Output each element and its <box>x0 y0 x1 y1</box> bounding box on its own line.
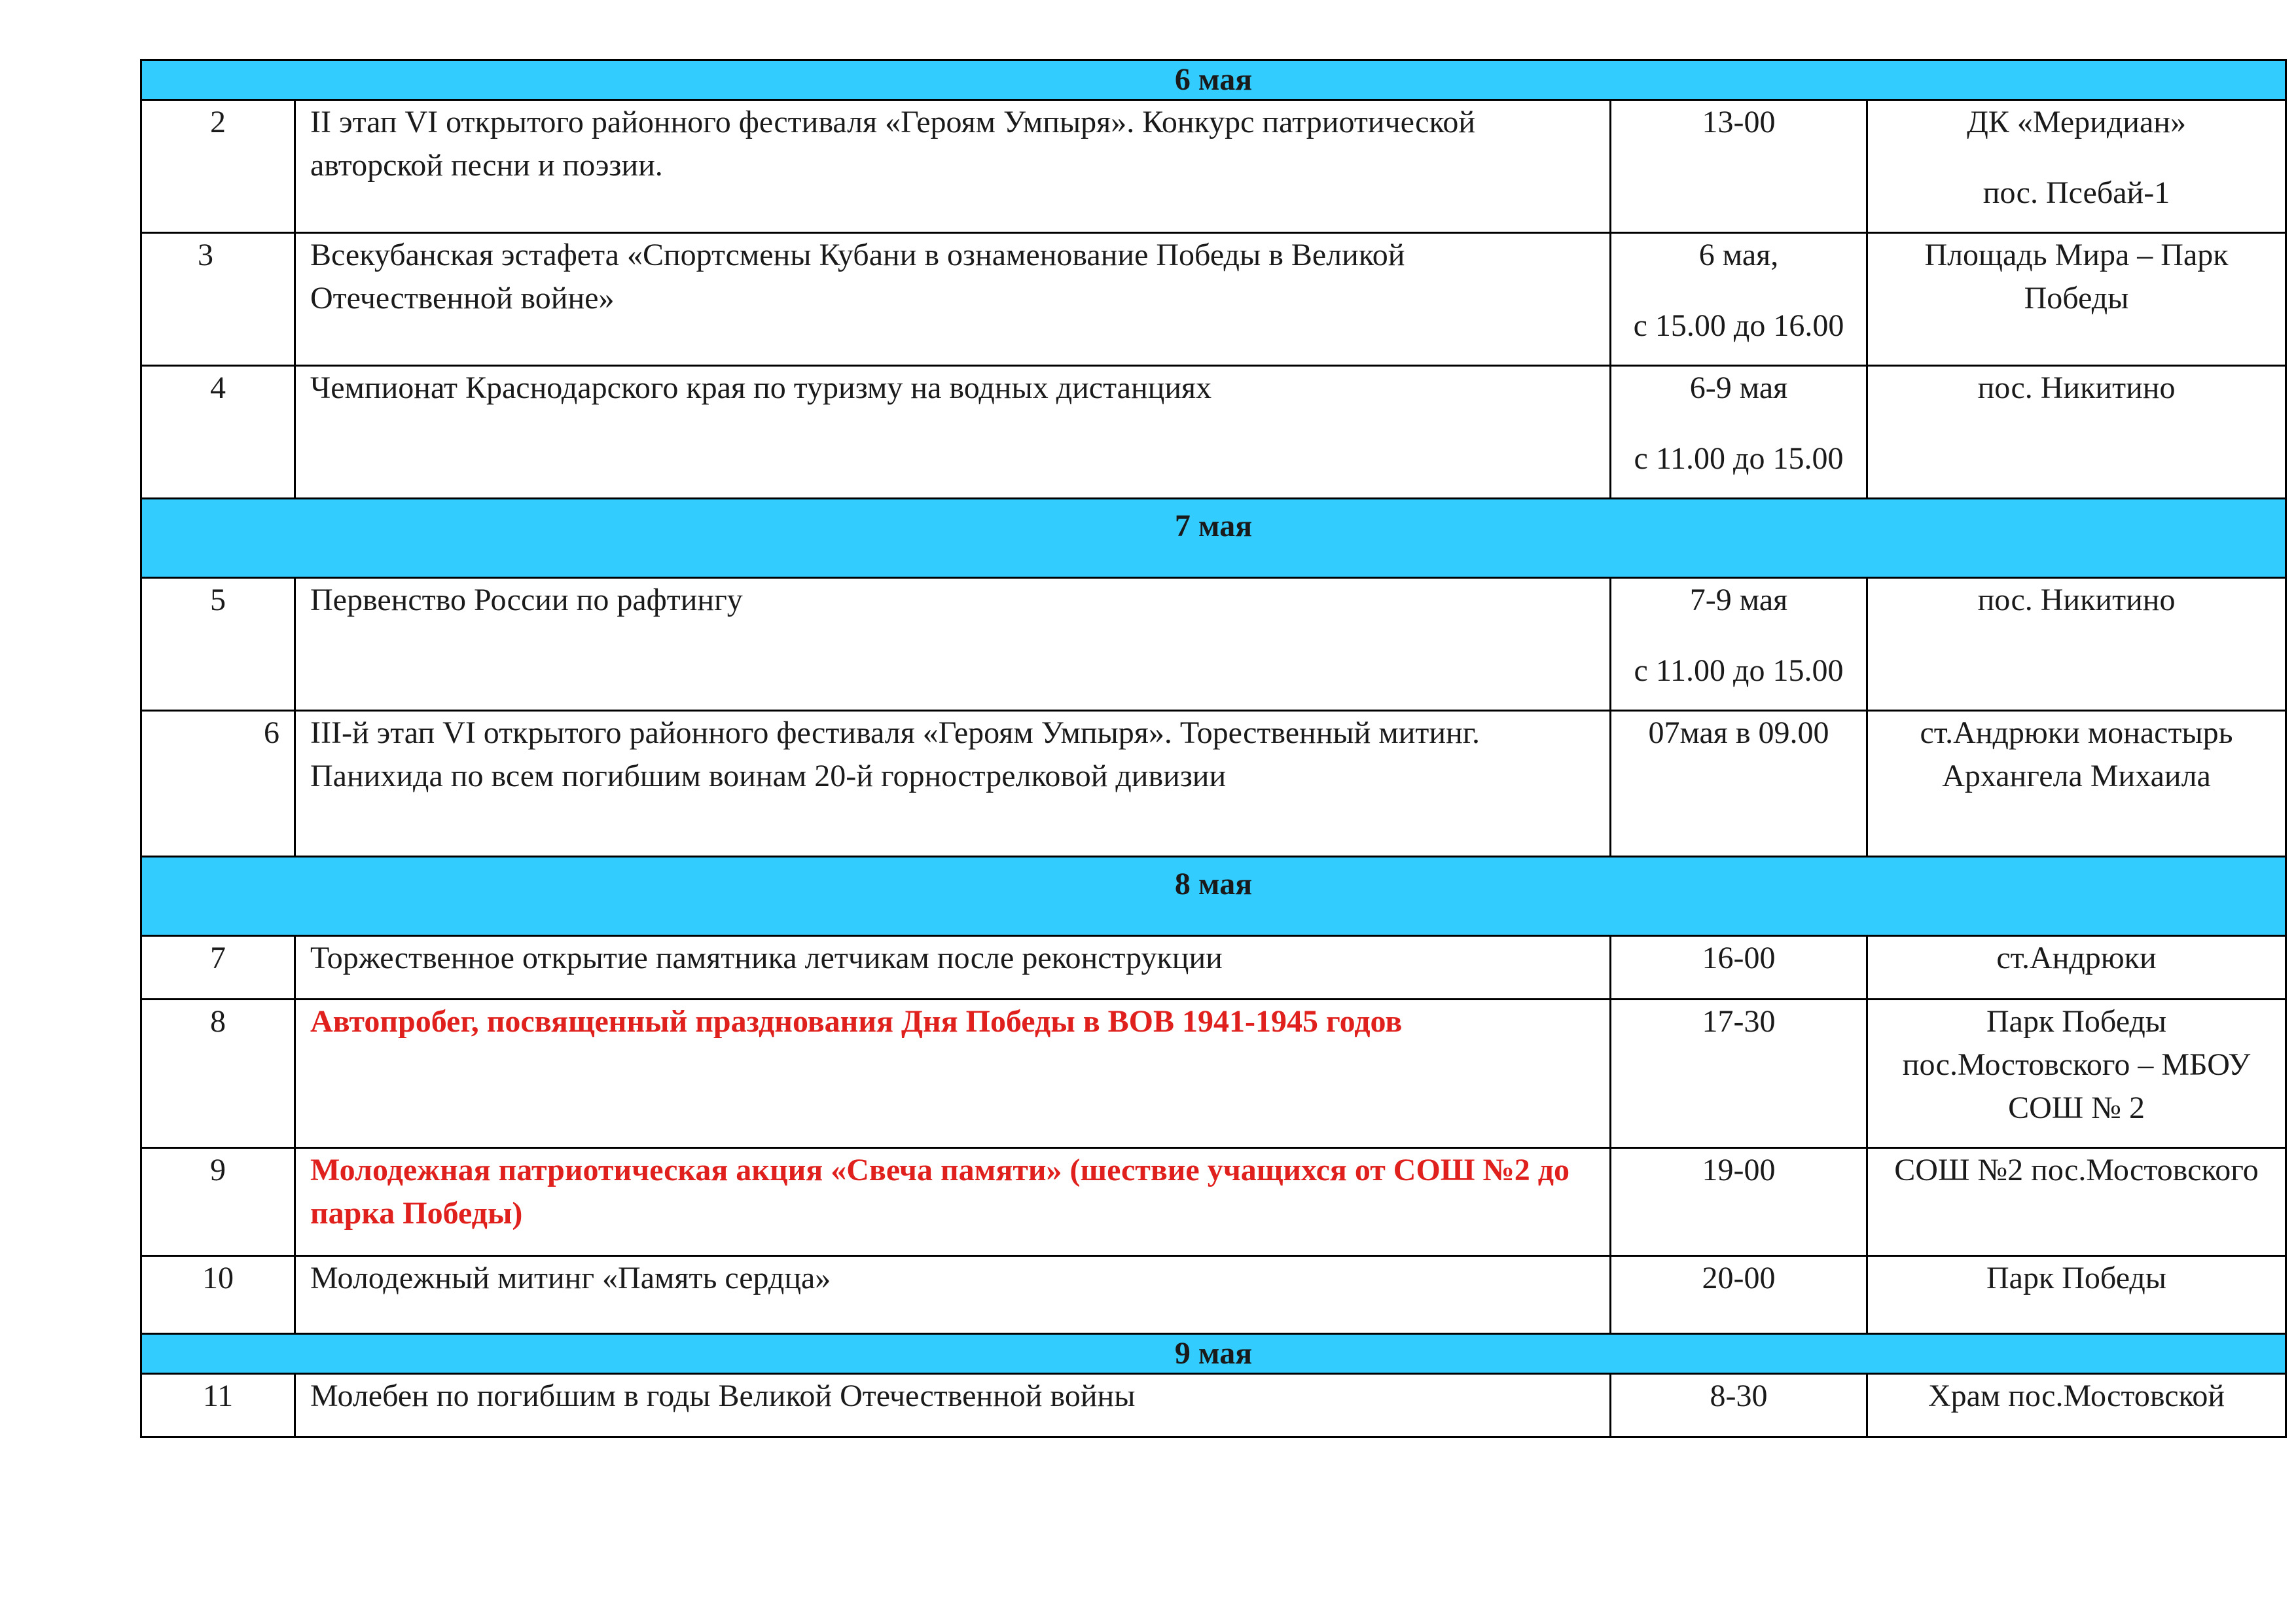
table-row <box>141 1256 2286 1334</box>
day-header-row <box>141 499 2286 578</box>
event-place <box>1867 1000 2286 1148</box>
event-time <box>1611 1148 1867 1256</box>
event-time <box>1611 936 1867 1000</box>
event-description: Чемпионат Краснодарского края по туризму на водных дистанциях <box>295 366 1611 499</box>
event-description: Торжественное открытие памятника летчикам после реконструкции <box>295 936 1611 1000</box>
table-row <box>141 1000 2286 1148</box>
table-row <box>141 366 2286 499</box>
day-header: 6 мая <box>141 60 2286 100</box>
table-row <box>141 936 2286 1000</box>
event-description: Всекубанская эстафета «Спортсмены Кубани в ознаменование Победы в Великой Отечественной войне» <box>295 233 1611 366</box>
event-time-line: 20-00 <box>1702 1261 1776 1295</box>
event-description: Первенство России по рафтингу <box>295 578 1611 711</box>
event-place-line: ст.Андрюки <box>1996 941 2157 975</box>
event-time-line: 8-30 <box>1710 1379 1768 1413</box>
event-schedule-table <box>140 59 2287 1438</box>
event-place-line-2: пос. Псебай-1 <box>1982 175 2170 210</box>
event-time-line-2: с 11.00 до 15.00 <box>1634 441 1844 476</box>
event-place <box>1867 100 2286 233</box>
event-number: 6 <box>141 711 295 857</box>
event-time-line: 7-9 мая <box>1689 583 1788 617</box>
day-header-row <box>141 1334 2286 1374</box>
event-number: 5 <box>141 578 295 711</box>
event-time <box>1611 233 1867 366</box>
day-header-row <box>141 857 2286 936</box>
event-number: 9 <box>141 1148 295 1256</box>
day-header: 9 мая <box>141 1334 2286 1374</box>
event-place <box>1867 936 2286 1000</box>
event-time <box>1611 366 1867 499</box>
event-time <box>1611 1374 1867 1437</box>
day-header: 7 мая <box>141 499 2286 578</box>
table-row <box>141 578 2286 711</box>
event-number: 2 <box>141 100 295 233</box>
event-description: II этап VI открытого районного фестиваля «Героям Умпыря». Конкурс патриотической авторской песни и поэзии. <box>295 100 1611 233</box>
event-place <box>1867 366 2286 499</box>
event-place-line: СОШ №2 пос.Мостовского <box>1894 1153 2259 1187</box>
event-place <box>1867 711 2286 857</box>
event-time-line: 19-00 <box>1702 1153 1776 1187</box>
event-time-line: 6 мая, <box>1698 238 1779 272</box>
event-place-line: ДК «Меридиан» <box>1967 105 2186 139</box>
event-number: 7 <box>141 936 295 1000</box>
table-row <box>141 1148 2286 1256</box>
event-description-highlight: Автопробег, посвященный празднования Дня Победы в ВОВ 1941-1945 годов <box>295 1000 1611 1148</box>
event-time-line: 16-00 <box>1702 941 1776 975</box>
event-time <box>1611 1256 1867 1334</box>
event-place-line: Парк Победы <box>1986 1261 2167 1295</box>
event-number: 10 <box>141 1256 295 1334</box>
event-number: 8 <box>141 1000 295 1148</box>
day-header: 8 мая <box>141 857 2286 936</box>
event-time <box>1611 578 1867 711</box>
event-description: Молебен по погибшим в годы Великой Отечественной войны <box>295 1374 1611 1437</box>
event-place-line: Парк Победы пос.Мостовского – МБОУ СОШ № 2 <box>1902 1004 2251 1125</box>
event-time <box>1611 1000 1867 1148</box>
event-place <box>1867 1374 2286 1437</box>
event-place <box>1867 233 2286 366</box>
event-time-line: 07мая в 09.00 <box>1648 715 1829 750</box>
event-number: 3 <box>141 233 295 366</box>
event-place-line: ст.Андрюки монастырь Архангела Михаила <box>1920 715 2233 793</box>
event-place-line: Площадь Мира – Парк Победы <box>1924 238 2229 316</box>
event-time <box>1611 100 1867 233</box>
event-time-line: 13-00 <box>1702 105 1776 139</box>
table-row <box>141 711 2286 857</box>
event-time-line: 6-9 мая <box>1689 370 1788 405</box>
day-header-row <box>141 60 2286 100</box>
event-time-line: 17-30 <box>1702 1004 1776 1039</box>
event-place <box>1867 1148 2286 1256</box>
table-row <box>141 1374 2286 1437</box>
event-time-line-2: с 11.00 до 15.00 <box>1634 653 1844 688</box>
event-place-line: пос. Никитино <box>1977 370 2176 405</box>
event-time <box>1611 711 1867 857</box>
event-place-line: Храм пос.Мостовской <box>1928 1379 2225 1413</box>
event-place <box>1867 1256 2286 1334</box>
event-place-line: пос. Никитино <box>1977 583 2176 617</box>
table-row <box>141 233 2286 366</box>
event-place <box>1867 578 2286 711</box>
event-description-highlight: Молодежная патриотическая акция «Свеча памяти» (шествие учащихся от СОШ №2 до парка Победы) <box>295 1148 1611 1256</box>
event-number: 11 <box>141 1374 295 1437</box>
event-time-line-2: с 15.00 до 16.00 <box>1633 308 1844 343</box>
event-number: 4 <box>141 366 295 499</box>
event-description: III-й этап VI открытого районного фестиваля «Героям Умпыря». Торественный митинг. Панихида по всем погибшим воинам 20-й горнострелковой дивизии <box>295 711 1611 857</box>
table-row <box>141 100 2286 233</box>
event-description: Молодежный митинг «Память сердца» <box>295 1256 1611 1334</box>
